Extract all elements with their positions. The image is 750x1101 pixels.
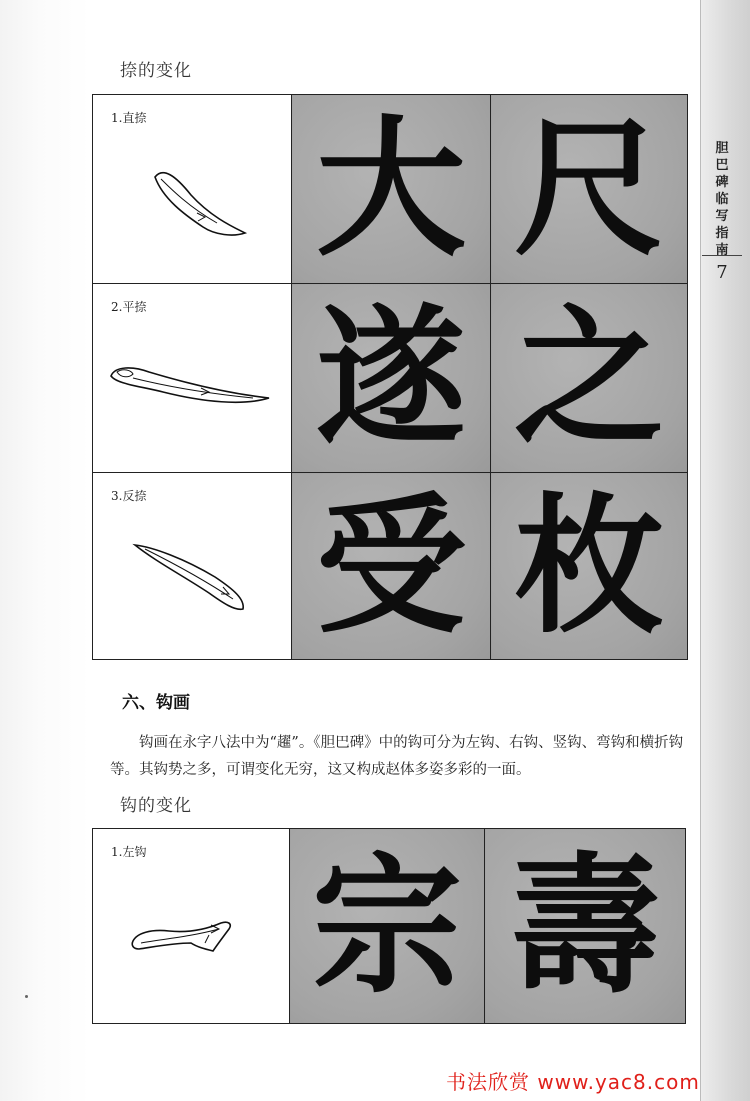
page-number: 7 bbox=[716, 262, 728, 283]
flat-pie-stroke-diagram bbox=[93, 284, 291, 472]
site-watermark: 书法欣赏 www.yac8.com bbox=[446, 1070, 700, 1094]
char-cell bbox=[491, 284, 688, 473]
char-cell bbox=[491, 473, 688, 660]
char-cell bbox=[290, 829, 485, 1024]
calligraphy-char: 枚 bbox=[513, 478, 664, 654]
body-paragraph: 钩画在永字八法中为“趯”。《胆巴碑》中的钩可分为左钩、右钩、竖钩、弯钩和横折钩等。其钩势之多，可谓变化无穷，这又构成赵体多姿多彩的一面。 bbox=[110, 735, 684, 778]
straight-pie-stroke-diagram bbox=[93, 95, 291, 283]
stroke-demo-cell bbox=[93, 95, 292, 284]
calligraphy-char: 遂 bbox=[315, 290, 466, 466]
char-cell bbox=[292, 284, 491, 473]
stroke-demo-cell bbox=[93, 829, 290, 1024]
stroke-demo-cell bbox=[93, 284, 292, 473]
calligraphy-char: 尺 bbox=[513, 101, 664, 277]
table-row bbox=[93, 284, 688, 473]
calligraphy-char: 之 bbox=[513, 290, 664, 466]
left-hook-stroke-diagram bbox=[93, 829, 289, 1023]
spine-title: 胆 巴 碑 临 写 指 南 bbox=[715, 141, 729, 258]
char-cell bbox=[485, 829, 686, 1024]
stroke-label: 3.反捺 bbox=[111, 489, 147, 503]
char-cell bbox=[292, 95, 491, 284]
section-heading: 六、钩画 bbox=[122, 693, 190, 713]
spine-divider bbox=[702, 255, 742, 256]
table-row bbox=[93, 95, 688, 284]
stroke-label: 1.左钩 bbox=[111, 845, 147, 859]
reverse-pie-stroke-diagram bbox=[93, 473, 291, 659]
stroke-label: 2.平捺 bbox=[111, 300, 147, 314]
stroke-variation-table-2 bbox=[92, 828, 686, 1024]
char-cell bbox=[292, 473, 491, 660]
table-row bbox=[93, 829, 686, 1024]
stroke-variation-table-1 bbox=[92, 94, 688, 660]
calligraphy-char: 壽 bbox=[509, 838, 660, 1014]
section-label-pie: 捺的变化 bbox=[120, 61, 192, 81]
calligraphy-char: 大 bbox=[315, 101, 466, 277]
scan-speck bbox=[25, 995, 28, 998]
calligraphy-char: 受 bbox=[315, 478, 466, 654]
table-row bbox=[93, 473, 688, 660]
calligraphy-char: 宗 bbox=[311, 838, 462, 1014]
stroke-demo-cell bbox=[93, 473, 292, 660]
char-cell bbox=[491, 95, 688, 284]
section-label-hook: 钩的变化 bbox=[120, 796, 192, 816]
stroke-label: 1.直捺 bbox=[111, 111, 147, 125]
